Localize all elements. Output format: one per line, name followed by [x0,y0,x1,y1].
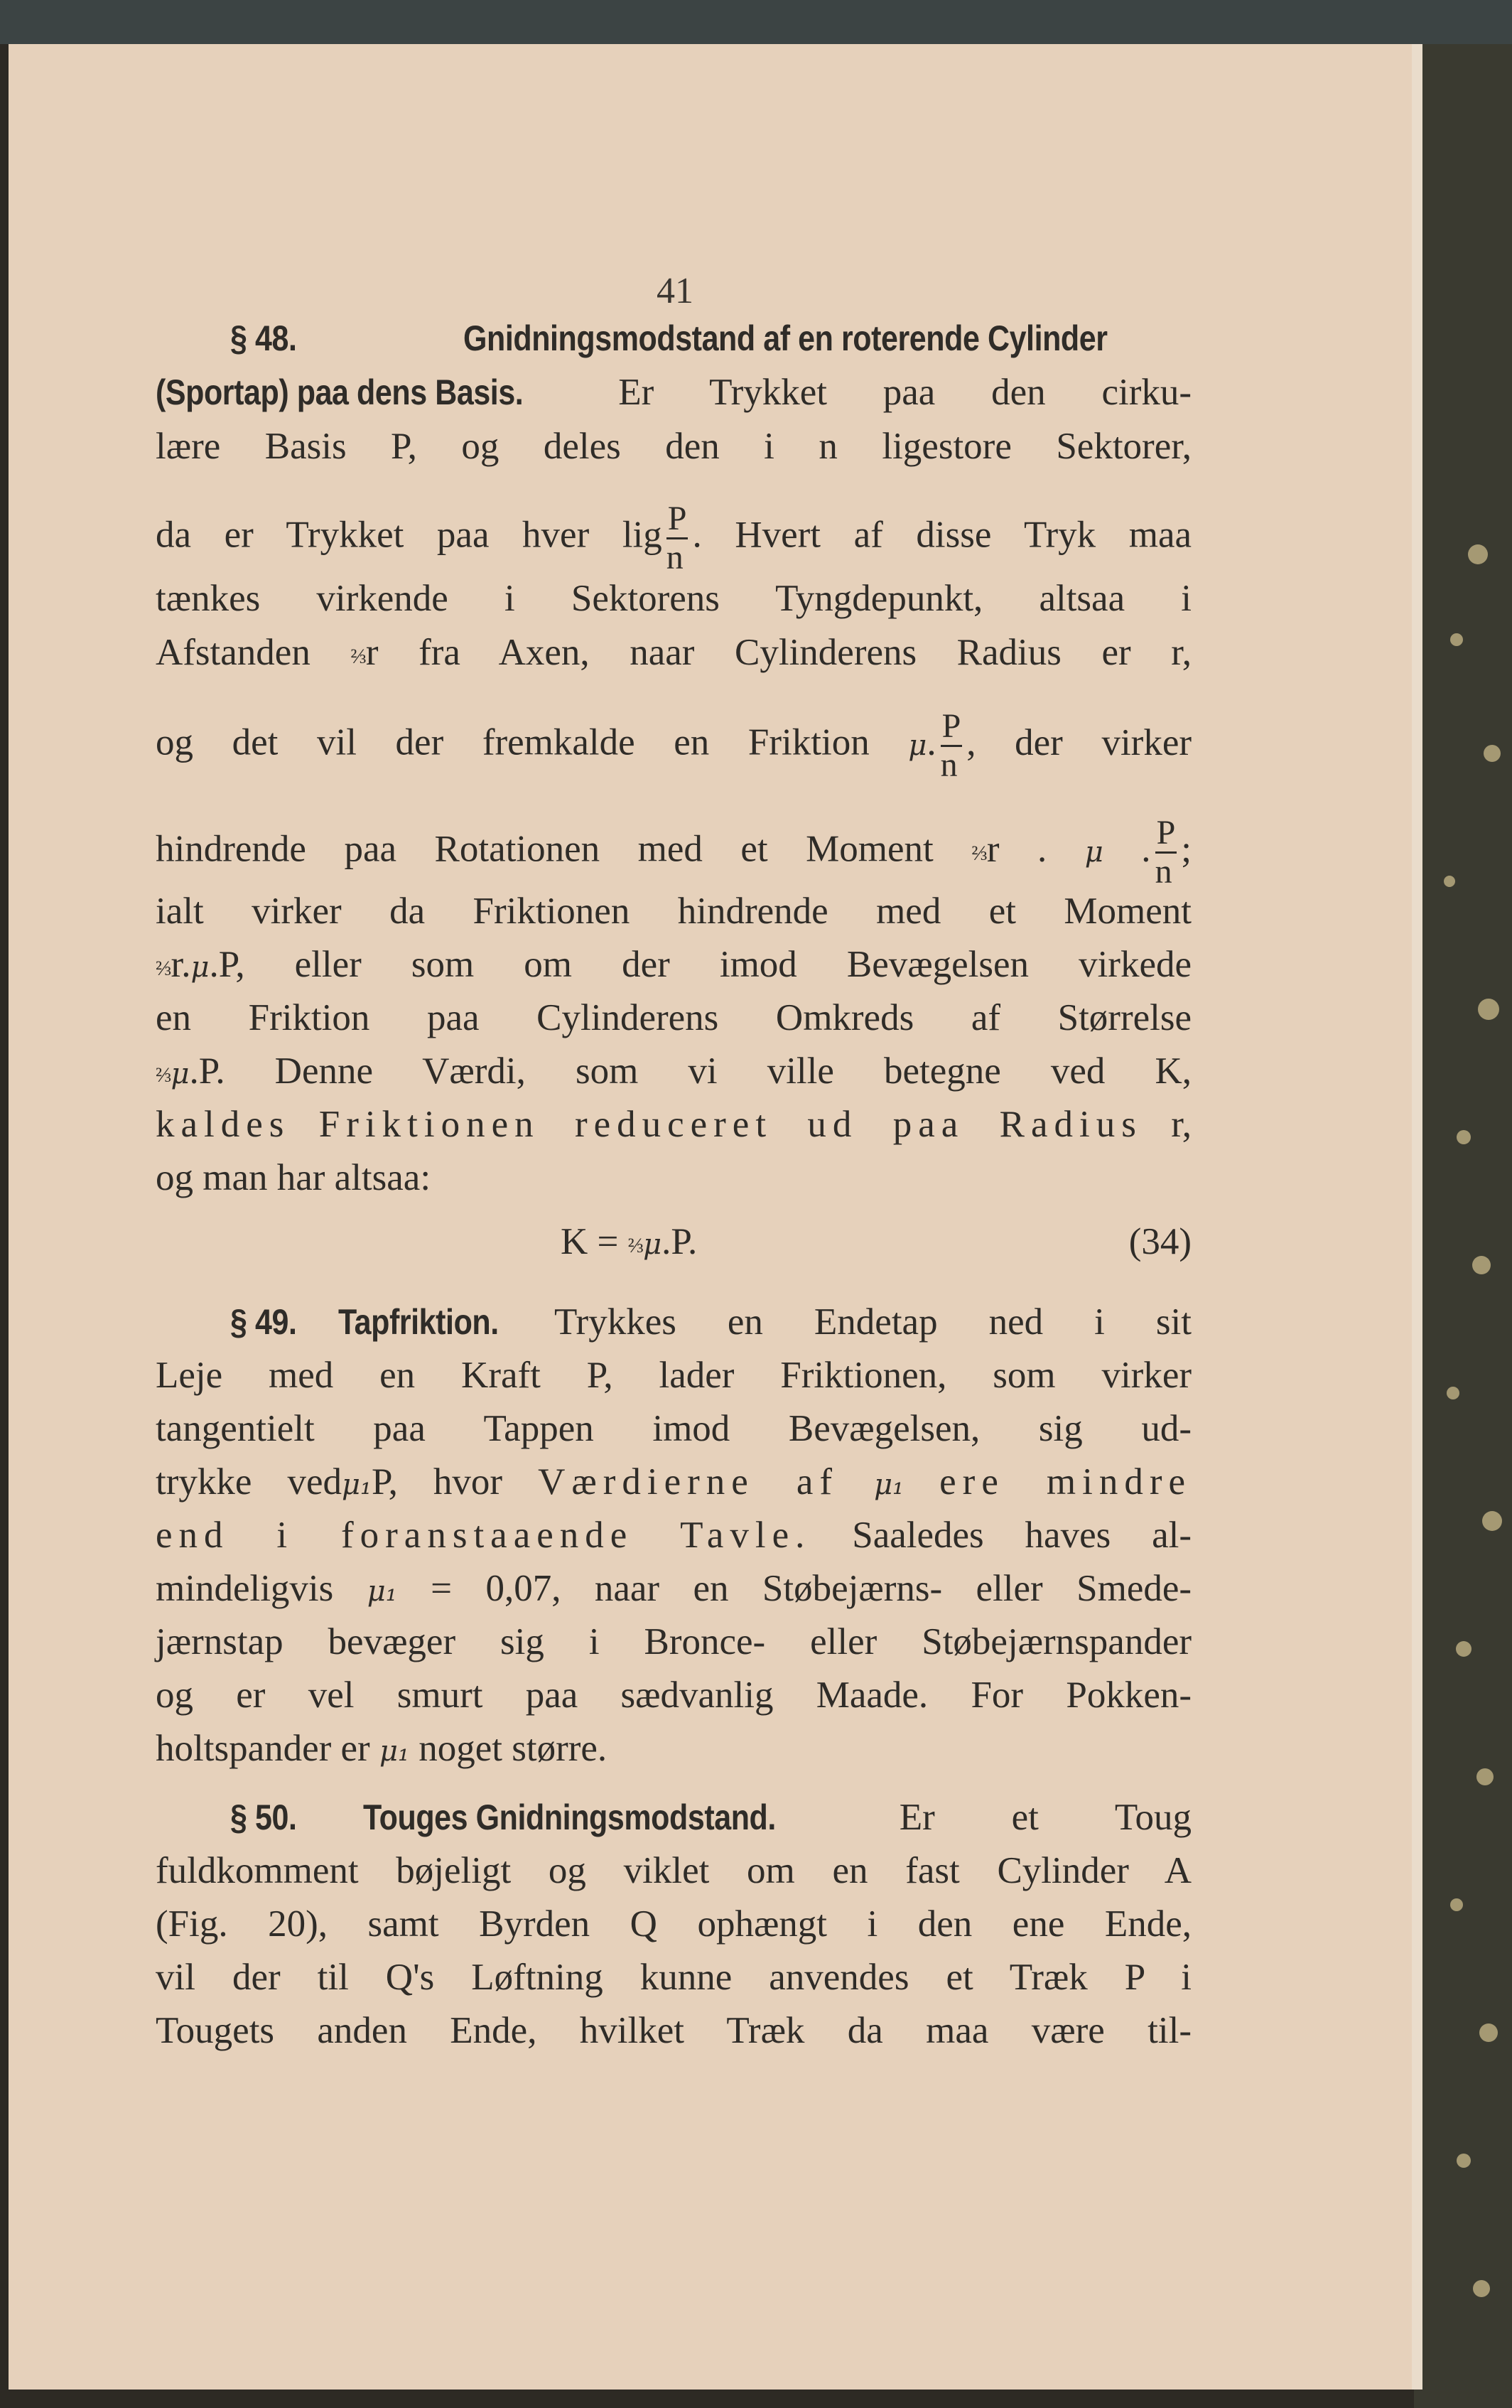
p50-section: § 50. [230,1797,297,1837]
mu-symbol: μ [171,1058,190,1090]
p49-line-1 [156,1299,1192,1345]
p48-line-5: tænkes virkende i Sektorens Tyngdepunkt, altsaa i [156,578,1192,619]
p49-line-3: tangentielt paa Tappen imod Bevægelsen, sig ud- [156,1408,1192,1449]
p48-line-4 [156,500,1192,576]
p49-heading: Tapfriktion. [338,1302,499,1342]
p48-text-10a: r. [171,944,191,985]
p48-text-13a: kaldes [156,1104,291,1145]
equation-number: (34) [1128,1221,1192,1262]
mu-symbol: μ [190,951,210,984]
p49-text-5b: Saaledes haves al- [852,1515,1192,1556]
two-thirds-symbol: ⅔ [350,645,366,668]
p48-text-6a: Afstanden [156,632,310,673]
fraction-p-over-n [666,502,688,575]
p48-line-3: lære Basis P, og deles den i n ligestore Sektorer, [156,426,1192,467]
p48-text-8b: r . [986,828,1047,870]
p50-line-3: (Fig. 20), samt Byrden Q ophængt i den ene Ende, [156,1903,1192,1945]
p48-line-6 [156,630,1192,675]
p49-text-6a: mindeligvis [156,1568,334,1609]
p48-heading-b: (Sportap) paa dens Basis. [156,372,524,412]
p48-text-7b: , der virker [966,721,1192,763]
fraction-denominator: n [666,539,684,576]
p48-text-4b: . Hvert af disse Tryk maa [692,514,1192,556]
p48-line-1 [156,316,1192,361]
p48-text-7a: og det vil der fremkalde en Friktion [156,721,870,763]
p48-text-8a: hindrende paa Rotationen med et Moment [156,828,934,870]
two-thirds-symbol: ⅔ [627,1234,644,1257]
fraction-denominator: n [1155,853,1172,891]
two-thirds-symbol: ⅔ [971,841,987,865]
fraction-numerator: P [1155,816,1177,854]
p48-line-9: ialt virker da Friktionen hindrende med et Moment [156,891,1192,932]
p48-line-11: en Friktion paa Cylinderens Omkreds af Størrelse [156,997,1192,1038]
p49-spaced-phrase: ere mindre [939,1461,1192,1503]
p49-line-6 [156,1566,1192,1611]
p49-text-4b: P, hvor [372,1461,503,1503]
p48-text-10b: .P, eller som om der imod Bevægelsen virkede [209,944,1192,985]
fraction-numerator: P [941,709,963,747]
equation-lhs: K = [561,1221,619,1262]
mu-symbol: μ [908,729,927,762]
p48-text-4a: da er Trykket paa hver lig [156,514,662,556]
p50-line-1 [156,1795,1192,1840]
p49-text-6b: = 0,07, naar en Støbejærns- eller Smede- [431,1568,1192,1609]
two-thirds-symbol: ⅔ [156,1063,171,1087]
p49-text-9b: noget større. [418,1728,608,1769]
mu1-symbol: μ₁ [341,1468,372,1501]
p48-line-8: hindrende paa Rotationen med et Moment ⅔r . μ . $\frac{P}{n}$ ; [156,814,1192,891]
fraction-p-over-n [1155,816,1177,889]
mu1-symbol: μ₁ [379,1735,409,1768]
p50-text-1: Er et Toug [899,1797,1192,1838]
p48-text-13c: r, [1171,1104,1192,1145]
equation-rhs: .P. [662,1221,698,1262]
mu1-symbol: μ₁ [874,1468,904,1501]
p49-text-4a: trykke ved [156,1461,342,1503]
p48-text-2: Er Trykket paa den cirku- [618,372,1192,413]
p49-line-2: Leje med en Kraft P, lader Friktionen, som virker [156,1355,1192,1396]
p49-section: § 49. [230,1302,297,1342]
p49-line-9 [156,1726,1192,1771]
p49-line-8: og er vel smurt paa sædvanlig Maade. For Pokken- [156,1675,1192,1716]
fraction-p-over-n [941,709,963,783]
mu-symbol: μ [1084,835,1103,869]
p49-line-4 [156,1459,1192,1505]
page-number: 41 [657,271,693,311]
p48-line-10 [156,942,1192,987]
fraction-denominator: n [940,746,958,784]
p49-text-1: Trykkes en Endetap ned i sit [554,1301,1192,1343]
p49-line-5 [156,1512,1192,1558]
p48-heading-a: Gnidningsmodstand af en roterende Cylinder [463,318,1108,358]
p48-text-6b: r fra Axen, naar Cylinderens Radius er r, [365,632,1192,673]
p48-spaced-phrase: Friktionen reduceret ud paa Radius [318,1104,1143,1145]
p50-line-5: Tougets anden Ende, hvilket Træk da maa være til- [156,2010,1192,2051]
mu-symbol: μ [643,1228,662,1261]
p50-line-2: fuldkomment bøjeligt og viklet om en fast Cylinder A [156,1850,1192,1891]
fraction-numerator: P [666,502,688,539]
p48-line-12 [156,1048,1192,1094]
mu1-symbol: μ₁ [367,1575,397,1608]
p49-line-7: jærnstap bevæger sig i Bronce- eller Støbejærnspander [156,1621,1192,1662]
p50-line-4: vil der til Q's Løftning kunne anvendes et Træk P i [156,1957,1192,1998]
p49-text-9a: holtspander er [156,1728,370,1769]
p49-spaced-phrase: end i foranstaaende Tavle. [156,1515,811,1556]
p49-spaced-phrase: Værdierne af [538,1461,839,1503]
p48-line-13 [156,1102,1192,1147]
p48-section: § 48. [230,318,297,358]
p48-line-7: og det vil der fremkalde en Friktion μ. $\frac{P}{n}$ , der virker [156,707,1192,784]
p50-heading: Touges Gnidningsmodstand. [363,1797,777,1837]
two-thirds-symbol: ⅔ [156,957,171,980]
p48-text-12a: .P. Denne Værdi, som vi ville betegne ved K, [189,1050,1192,1092]
equation-34 [156,1219,1192,1264]
p48-line-14: og man har altsaa: [156,1157,431,1198]
p48-line-2 [156,370,1192,415]
